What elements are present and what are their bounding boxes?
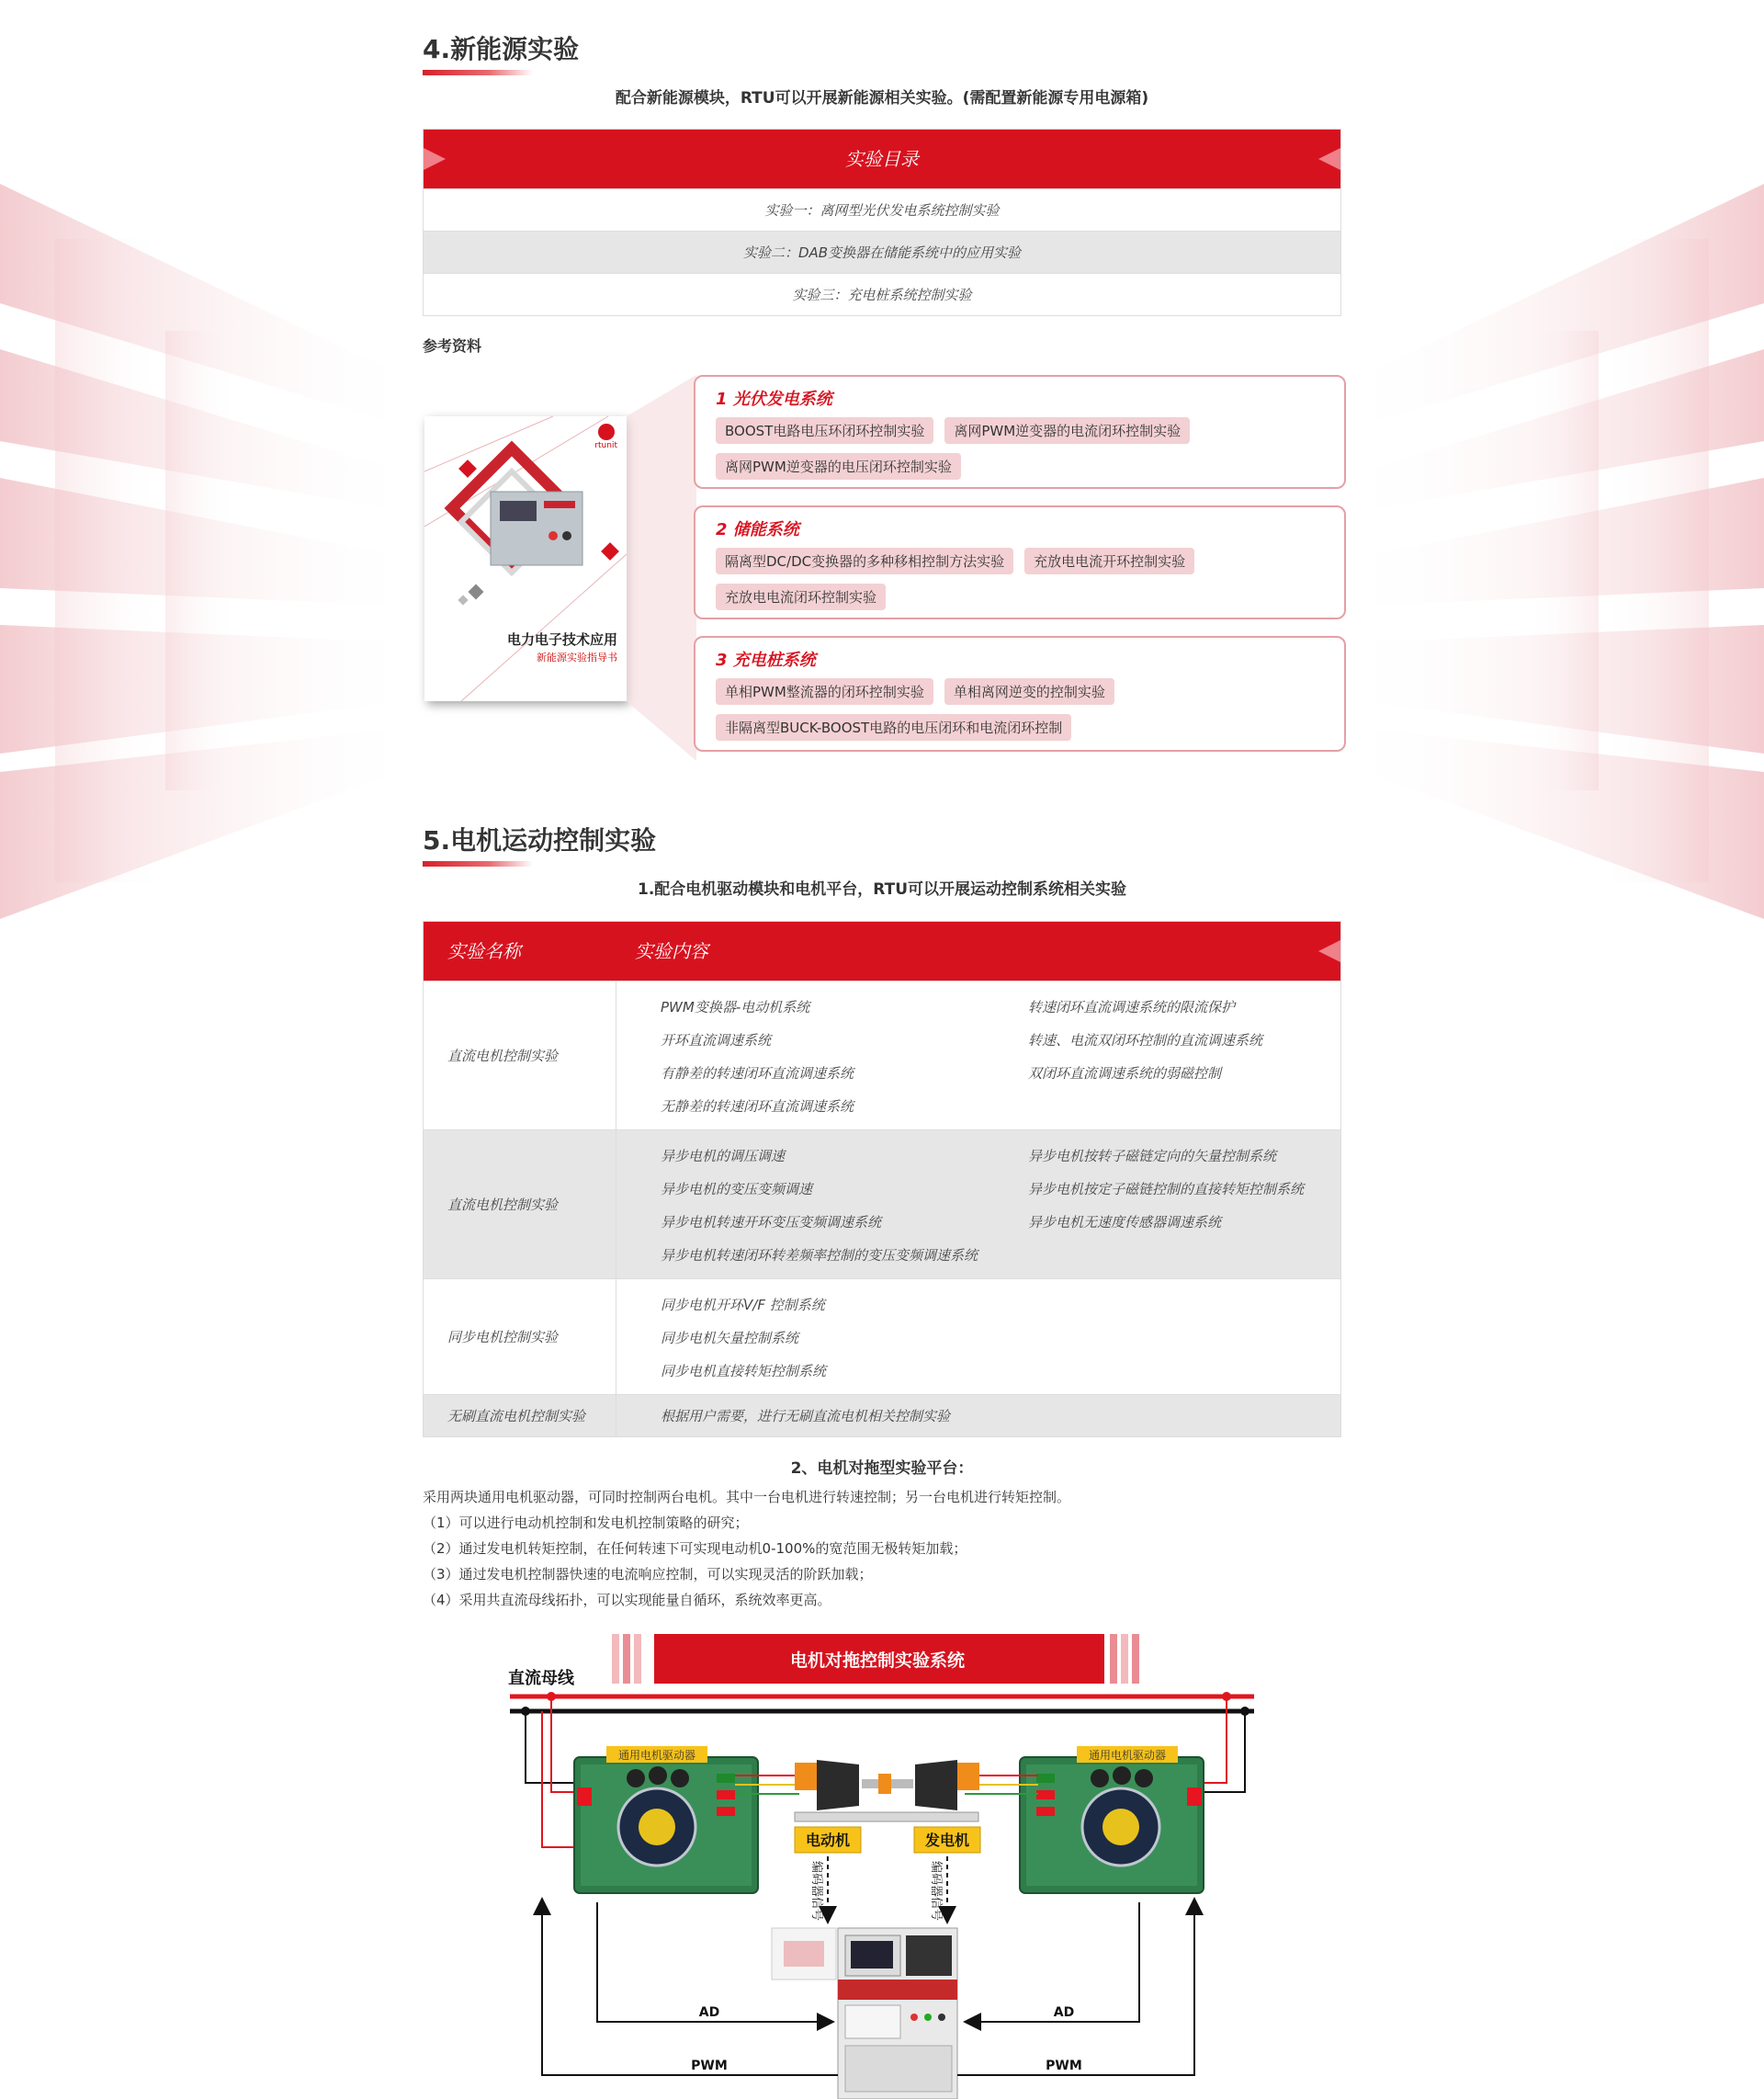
- card-title: 3 充电桩系统: [716, 651, 816, 670]
- row-item: 同步电机矢量控制系统: [661, 1330, 799, 1346]
- motor-dyno-diagram: [423, 1627, 1341, 2099]
- platform-paragraph: 采用两块通用电机驱动器，可同时控制两台电机。其中一台电机进行转速控制；另一台电机进行转矩控制。: [423, 1489, 1071, 1505]
- row-item: 异步电机的调压调速: [661, 1148, 786, 1164]
- platform-point: （2）通过发电机转矩控制，在任何转速下可实现电动机0-100%的宽范围无极转矩加载；: [423, 1540, 967, 1557]
- reference-card-storage: [694, 505, 1346, 619]
- book-title: 电力电子技术应用: [506, 631, 617, 648]
- row-item: 异步电机按转子磁链定向的矢量控制系统: [1028, 1148, 1277, 1164]
- table-row: [424, 1394, 1340, 1436]
- row-item: 同步电机开环V/F 控制系统: [661, 1297, 825, 1313]
- tag: 充放电电流闭环控制实验: [716, 584, 886, 610]
- row-name: 无刷直流电机控制实验: [424, 1395, 616, 1436]
- tag: 单相离网逆变的控制实验: [944, 678, 1114, 705]
- ad-label-left: AD: [698, 2005, 720, 2020]
- row-item: 异步电机转速闭环转差频率控制的变压变频调速系统: [661, 1247, 978, 1264]
- card-title: 2 储能系统: [716, 520, 799, 539]
- table-row: [424, 1278, 1340, 1394]
- guide-book-cover: [424, 416, 627, 701]
- row-item: 异步电机转速开环变压变频调速系统: [661, 1214, 882, 1231]
- row-item: 同步电机直接转矩控制系统: [661, 1363, 827, 1379]
- book-subtitle: 新能源实验指导书: [537, 652, 617, 664]
- row-item: 根据用户需要，进行无刷直流电机相关控制实验: [661, 1408, 951, 1424]
- right-driver-board: [1020, 1757, 1204, 1893]
- table-header: [424, 922, 1340, 981]
- tag: 充放电电流开环控制实验: [1024, 548, 1194, 574]
- reference-label: 参考资料: [423, 337, 482, 355]
- platform-point: （4）采用共直流母线拓扑，可以实现能量自循环，系统效率更高。: [423, 1592, 831, 1608]
- row-name: 直流电机控制实验: [424, 981, 616, 1129]
- header-content: 实验内容: [635, 940, 708, 962]
- catalog-header: 实验目录: [424, 130, 1340, 188]
- catalog-row: 实验三：充电桩系统控制实验: [424, 273, 1340, 315]
- row-name: 直流电机控制实验: [424, 1130, 616, 1278]
- row-item: 异步电机无速度传感器调速系统: [1028, 1214, 1222, 1231]
- row-item: 无静差的转速闭环直流调速系统: [661, 1098, 854, 1115]
- experiment-catalog: [423, 129, 1341, 316]
- section5-title: 5.电机运动控制实验: [423, 821, 656, 857]
- catalog-row: 实验一：离网型光伏发电系统控制实验: [424, 188, 1340, 231]
- section5-subtitle: 1.配合电机驱动模块和电机平台，RTU可以开展运动控制系统相关实验: [637, 880, 1126, 899]
- encoder-label-right: 编码器信号: [929, 1861, 943, 1922]
- table-row: [424, 981, 1340, 1129]
- platform-point: （1）可以进行电动机控制和发电机控制策略的研究；: [423, 1515, 749, 1531]
- driver-label-left: 通用电机驱动器: [617, 1749, 696, 1762]
- motor-generator-pair: [735, 1760, 1038, 1821]
- motor-label: 电动机: [805, 1832, 851, 1849]
- tag: 离网PWM逆变器的电压闭环控制实验: [716, 453, 961, 480]
- driver-label-right: 通用电机驱动器: [1088, 1749, 1167, 1762]
- generator-label: 发电机: [924, 1832, 970, 1849]
- reference-card-pv: [694, 375, 1346, 489]
- row-item: PWM变换器-电动机系统: [661, 999, 810, 1015]
- row-name: 同步电机控制实验: [424, 1279, 616, 1394]
- book-connector-shape: [627, 375, 696, 761]
- row-item: 异步电机按定子磁链控制的直接转矩控制系统: [1028, 1181, 1305, 1197]
- section4-title: 4.新能源实验: [423, 29, 579, 66]
- pwm-label-right: PWM: [1046, 2059, 1082, 2073]
- tag: 非隔离型BUCK-BOOST电路的电压闭环和电流闭环控制: [716, 714, 1071, 741]
- left-driver-board: [574, 1757, 758, 1893]
- section4-subtitle: 配合新能源模块，RTU可以开展新能源相关实验。(需配置新能源专用电源箱): [615, 89, 1149, 108]
- row-item: 转速闭环直流调速系统的限流保护: [1028, 999, 1236, 1015]
- reference-card-charging: [694, 636, 1346, 752]
- tag: 单相PWM整流器的闭环控制实验: [716, 678, 933, 705]
- table-row: [424, 1129, 1340, 1278]
- card-title: 1 光伏发电系统: [716, 390, 832, 409]
- platform-title: 2、电机对拖型实验平台：: [790, 1459, 974, 1478]
- encoder-label-left: 编码器信号: [809, 1861, 823, 1922]
- bus-label: 直流母线: [508, 1669, 574, 1688]
- tag: 离网PWM逆变器的电流闭环控制实验: [944, 417, 1190, 444]
- platform-point: （3）通过发电机控制器快速的电流响应控制，可以实现灵活的阶跃加载；: [423, 1566, 873, 1583]
- catalog-row: 实验二：DAB变换器在储能系统中的应用实验: [424, 231, 1340, 273]
- header-name: 实验名称: [447, 940, 521, 962]
- row-item: 有静差的转速闭环直流调速系统: [661, 1065, 854, 1082]
- tag: 隔离型DC/DC变换器的多种移相控制方法实验: [716, 548, 1013, 574]
- pwm-label-left: PWM: [691, 2059, 728, 2073]
- motor-experiment-table: [423, 921, 1341, 1437]
- diagram-banner-text: 电机对拖控制实验系统: [789, 1651, 966, 1671]
- row-item: 异步电机的变压变频调速: [661, 1181, 813, 1197]
- rtu-cabinet: [772, 1928, 957, 2099]
- ad-label-right: AD: [1053, 2005, 1075, 2020]
- row-item: 转速、电流双闭环控制的直流调速系统: [1028, 1032, 1263, 1049]
- tag: BOOST电路电压环闭环控制实验: [716, 417, 933, 444]
- row-item: 双闭环直流调速系统的弱磁控制: [1028, 1065, 1222, 1082]
- book-logo: rtunit: [594, 424, 617, 450]
- row-item: 开环直流调速系统: [661, 1032, 772, 1049]
